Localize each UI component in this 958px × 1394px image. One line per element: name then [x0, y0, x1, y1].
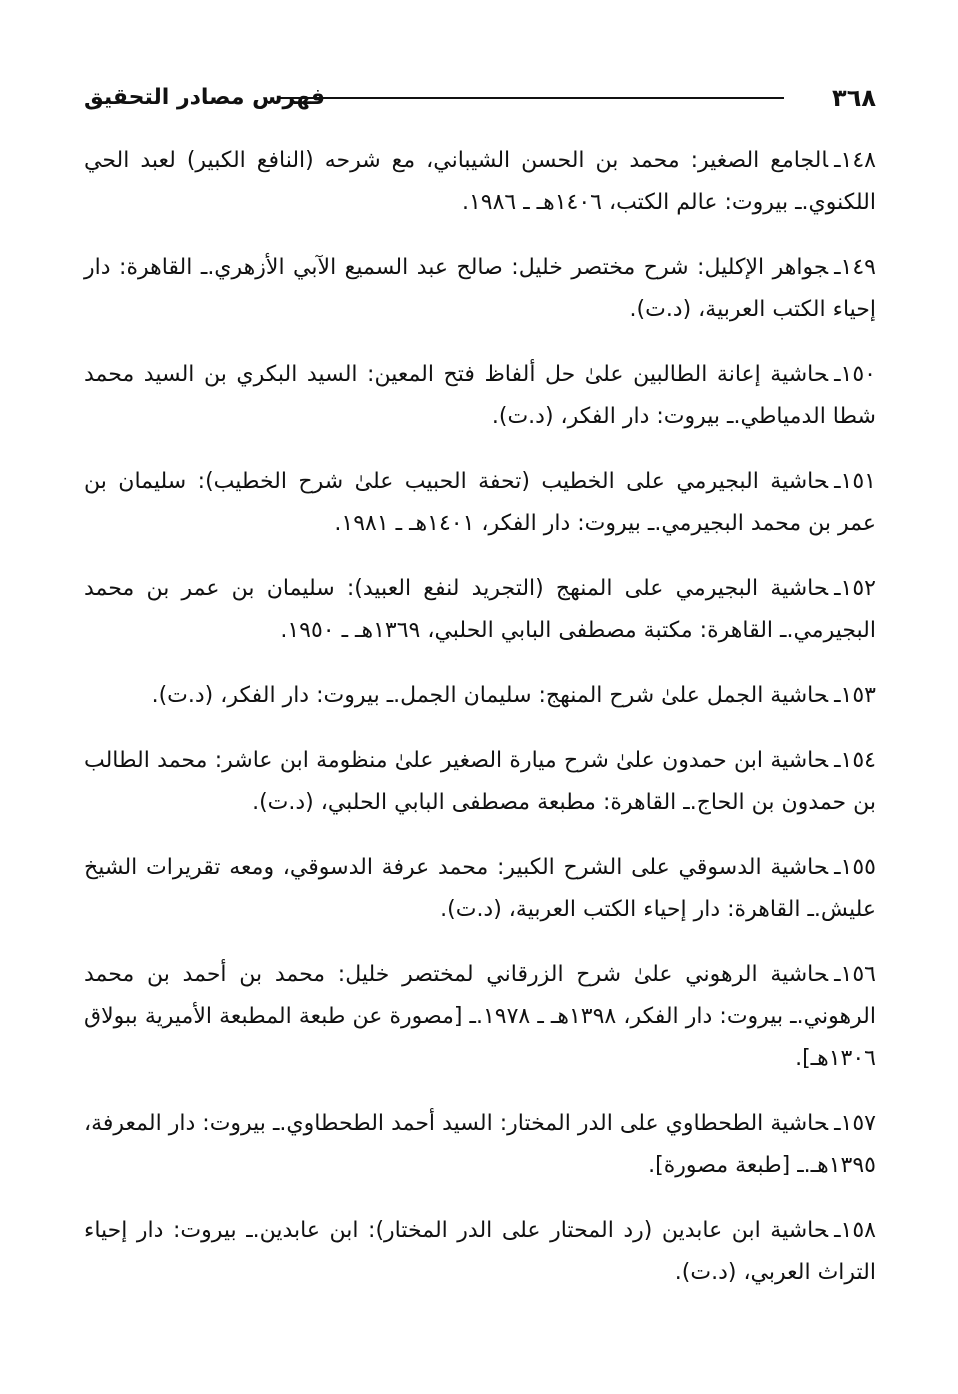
- page-header: [84, 78, 876, 118]
- entry-text: حاشية البجيرمي على المنهج (التجريد لنفع العبيد): سليمان بن عمر بن محمد البجيرمي.ـ القاهرة: مكتبة مصطفى البابي الحلبي، ١٣٦٩هـ ـ ١٩٥٠.: [84, 576, 876, 643]
- bibliography-entry: [84, 140, 876, 224]
- header-rule: [280, 97, 784, 99]
- entry-number: ١٥٤ـ: [834, 748, 876, 773]
- entry-text: حاشية الطحطاوي على الدر المختار: السيد أحمد الطحطاوي.ـ بيروت: دار المعرفة، ١٣٩٥هـ.ـ [طبعة مصورة].: [84, 1111, 876, 1178]
- bibliography-entry: [84, 847, 876, 931]
- entry-number: ١٥٣ـ: [834, 683, 876, 708]
- entry-text: حاشية ابن حمدون علىٰ شرح ميارة الصغير علىٰ منظومة ابن عاشر: محمد الطالب بن حمدون بن الحاج.ـ القاهرة: مطبعة مصطفى البابي الحلبي، (د.ت).: [84, 748, 876, 815]
- entry-number: ١٥٥ـ: [834, 855, 876, 880]
- entry-text: حاشية الجمل علىٰ شرح المنهج: سليمان الجمل.ـ بيروت: دار الفكر، (د.ت).: [151, 683, 829, 708]
- bibliography-entry: [84, 568, 876, 652]
- bibliography-list: [84, 140, 876, 1317]
- entry-number: ١٤٩ـ: [834, 255, 876, 280]
- entry-text: حاشية البجيرمي على الخطيب (تحفة الحبيب علىٰ شرح الخطيب): سليمان بن عمر بن محمد البجيرمي.ـ بيروت: دار الفكر، ١٤٠١هـ ـ ١٩٨١.: [84, 469, 876, 536]
- entry-text: حاشية ابن عابدين (رد المحتار على الدر المختار): ابن عابدين.ـ بيروت: دار إحياء التراث العربي، (د.ت).: [84, 1218, 876, 1285]
- bibliography-entry: [84, 740, 876, 824]
- bibliography-entry: [84, 675, 876, 717]
- entry-text: الجامع الصغير: محمد بن الحسن الشيباني، مع شرحه (النافع الكبير) لعبد الحي اللكنوي.ـ بيروت: عالم الكتب، ١٤٠٦هـ ـ ١٩٨٦.: [84, 148, 876, 215]
- entry-number: ١٥٢ـ: [834, 576, 876, 601]
- bibliography-entry: [84, 954, 876, 1080]
- entry-number: ١٥٦ـ: [834, 962, 876, 987]
- entry-text: جواهر الإكليل: شرح مختصر خليل: صالح عبد السميع الآبي الأزهري.ـ القاهرة: دار إحياء الكتب العربية، (د.ت).: [84, 255, 876, 322]
- entry-number: ١٥١ـ: [834, 469, 876, 494]
- bibliography-entry: [84, 1210, 876, 1294]
- page-number: ٣٦٨: [832, 84, 876, 112]
- entry-text: حاشية الرهوني علىٰ شرح الزرقاني لمختصر خليل: محمد بن أحمد بن محمد الرهوني.ـ بيروت: دار الفكر، ١٣٩٨هـ ـ ١٩٧٨.ـ [مصورة عن طبعة المطبعة الأميرية ببولاق ١٣٠٦هـ].: [84, 962, 876, 1071]
- entry-text: حاشية إعانة الطالبين علىٰ حل ألفاظ فتح المعين: السيد البكري بن السيد محمد شطا الدمياطي.ـ بيروت: دار الفكر، (د.ت).: [84, 362, 876, 429]
- bibliography-entry: [84, 1103, 876, 1187]
- entry-number: ١٥٨ـ: [834, 1218, 876, 1243]
- entry-number: ١٤٨ـ: [834, 148, 876, 173]
- bibliography-entry: [84, 461, 876, 545]
- entry-number: ١٥٠ـ: [834, 362, 876, 387]
- running-title: فهرس مصادر التحقيق: [84, 85, 326, 110]
- bibliography-entry: [84, 247, 876, 331]
- bibliography-entry: [84, 354, 876, 438]
- entry-number: ١٥٧ـ: [834, 1111, 876, 1136]
- entry-text: حاشية الدسوقي على الشرح الكبير: محمد عرفة الدسوقي، ومعه تقريرات الشيخ عليش.ـ القاهرة: دار إحياء الكتب العربية، (د.ت).: [84, 855, 876, 922]
